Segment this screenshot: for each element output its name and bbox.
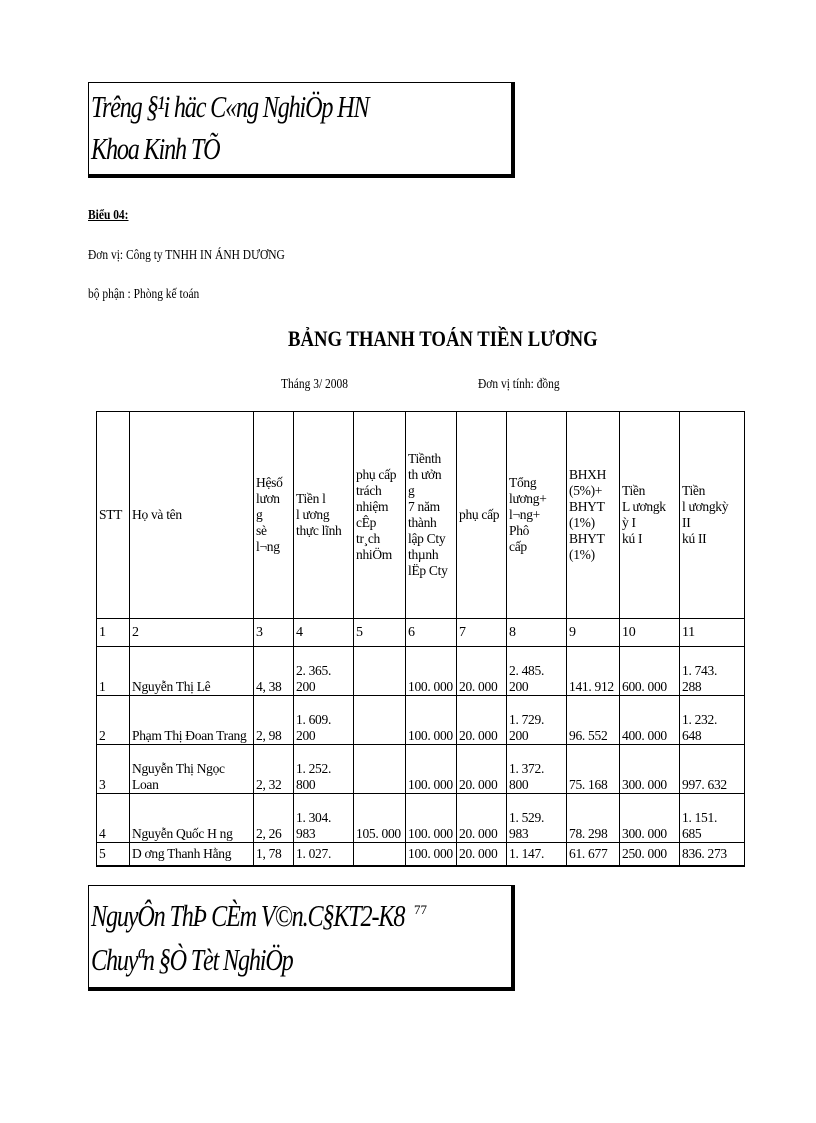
table-cell [354, 647, 406, 696]
table-cell: 1. 609. 200 [294, 696, 354, 745]
table-cell: 250. 000 [620, 843, 680, 867]
currency-unit-label: Đơn vị tính: đồng [478, 377, 560, 392]
header-row [97, 412, 745, 619]
table-cell: 300. 000 [620, 745, 680, 794]
table-cell: 5 [97, 843, 130, 867]
column-number: 10 [620, 619, 680, 647]
table-cell: 141. 912 [567, 647, 620, 696]
table-cell: 20. 000 [457, 745, 507, 794]
table-cell: 600. 000 [620, 647, 680, 696]
table-cell: D ơng Thanh Hằng [130, 843, 254, 867]
table-cell: 1. 252. 800 [294, 745, 354, 794]
form-label: Biểu 04: [88, 208, 129, 223]
table-cell: 100. 000 [406, 794, 457, 843]
column-header: Tiềnth th ưởn g 7 năm thành lập Cty thµnh lËp Cty [406, 412, 457, 619]
column-number: 11 [680, 619, 745, 647]
table-cell: 20. 000 [457, 794, 507, 843]
table-cell: 100. 000 [406, 696, 457, 745]
column-header: phụ cấp [457, 412, 507, 619]
footer-box [88, 885, 515, 991]
table-cell: 2 [97, 696, 130, 745]
faculty-name: Khoa Kinh TÕ [91, 131, 220, 166]
column-number: 1 [97, 619, 130, 647]
column-header: Tổng lương+ l¬ng+ Phô cấp [507, 412, 567, 619]
table-row [97, 843, 745, 867]
table-cell: 78. 298 [567, 794, 620, 843]
header-box [88, 82, 515, 178]
table-cell: 4 [97, 794, 130, 843]
column-header: Họ và tên [130, 412, 254, 619]
page-number: 77 [414, 902, 427, 917]
table-cell: 20. 000 [457, 696, 507, 745]
payroll-table [96, 411, 745, 867]
table-cell: 1 [97, 647, 130, 696]
table-cell: 2, 26 [254, 794, 294, 843]
column-header: STT [97, 412, 130, 619]
table-cell: 400. 000 [620, 696, 680, 745]
column-number: 3 [254, 619, 294, 647]
column-number: 2 [130, 619, 254, 647]
column-header: Tiền L ươngk ỳ I kú I [620, 412, 680, 619]
table-cell [354, 745, 406, 794]
thesis-label: Chuyªn §Ò Tèt NghiÖp [91, 942, 293, 977]
table-cell: 1. 729. 200 [507, 696, 567, 745]
table-cell: 1. 529. 983 [507, 794, 567, 843]
table-cell: 1. 151. 685 [680, 794, 745, 843]
table-cell: 75. 168 [567, 745, 620, 794]
unit-line: Đơn vị: Công ty TNHH IN ÁNH DƯƠNG [88, 248, 285, 263]
column-number: 7 [457, 619, 507, 647]
table-cell: 100. 000 [406, 745, 457, 794]
table-cell: 3 [97, 745, 130, 794]
column-number: 5 [354, 619, 406, 647]
month-label: Tháng 3/ 2008 [281, 377, 348, 392]
table-cell: 105. 000 [354, 794, 406, 843]
table-cell: 100. 000 [406, 843, 457, 867]
department-line: bộ phận : Phòng kế toán [88, 287, 200, 302]
table-cell [354, 696, 406, 745]
page-title: BẢNG THANH TOÁN TIỀN LƯƠNG [288, 326, 598, 351]
table-cell: 20. 000 [457, 647, 507, 696]
table-cell: 2. 365. 200 [294, 647, 354, 696]
table-cell: Phạm Thị Đoan Trang [130, 696, 254, 745]
table-cell [354, 843, 406, 867]
table-cell: 4, 38 [254, 647, 294, 696]
table-cell: 2. 485. 200 [507, 647, 567, 696]
table-cell: 997. 632 [680, 745, 745, 794]
school-name: Trêng §¹i häc C«ng NghiÖp HN [91, 89, 369, 124]
table-cell: 61. 677 [567, 843, 620, 867]
table-row [97, 696, 745, 745]
column-number: 9 [567, 619, 620, 647]
table-cell: 300. 000 [620, 794, 680, 843]
table-cell: 1. 743. 288 [680, 647, 745, 696]
table-cell: 2, 98 [254, 696, 294, 745]
table-cell: 96. 552 [567, 696, 620, 745]
table-cell: 2, 32 [254, 745, 294, 794]
column-header: phụ cấp trách nhiệm cÊp tr¸ch nhiÖm [354, 412, 406, 619]
table-cell: Nguyễn Quốc H ng [130, 794, 254, 843]
table-cell: 1. 147. [507, 843, 567, 867]
column-header: Hệsố lươn g sè l¬ng [254, 412, 294, 619]
table-cell: Nguyễn Thị Lê [130, 647, 254, 696]
table-cell: 1. 027. [294, 843, 354, 867]
column-header: BHXH (5%)+ BHYT (1%) BHYT (1%) [567, 412, 620, 619]
table-cell: 20. 000 [457, 843, 507, 867]
column-number: 6 [406, 619, 457, 647]
author-name: NguyÔn ThÞ CÈm V©n.C§KT2-K8 [91, 898, 405, 933]
table-cell: 1. 232. 648 [680, 696, 745, 745]
table-row [97, 647, 745, 696]
column-number: 8 [507, 619, 567, 647]
column-number: 4 [294, 619, 354, 647]
column-header: Tiền l l ương thực lĩnh [294, 412, 354, 619]
column-number-row [97, 619, 745, 647]
table-cell: 836. 273 [680, 843, 745, 867]
table-row [97, 745, 745, 794]
table-cell: 1. 304. 983 [294, 794, 354, 843]
table-cell: 1, 78 [254, 843, 294, 867]
table-cell: 1. 372. 800 [507, 745, 567, 794]
table-cell: Nguyễn Thị Ngọc Loan [130, 745, 254, 794]
table-row [97, 794, 745, 843]
table-cell: 100. 000 [406, 647, 457, 696]
column-header: Tiền l ươngkỳ II kú II [680, 412, 745, 619]
